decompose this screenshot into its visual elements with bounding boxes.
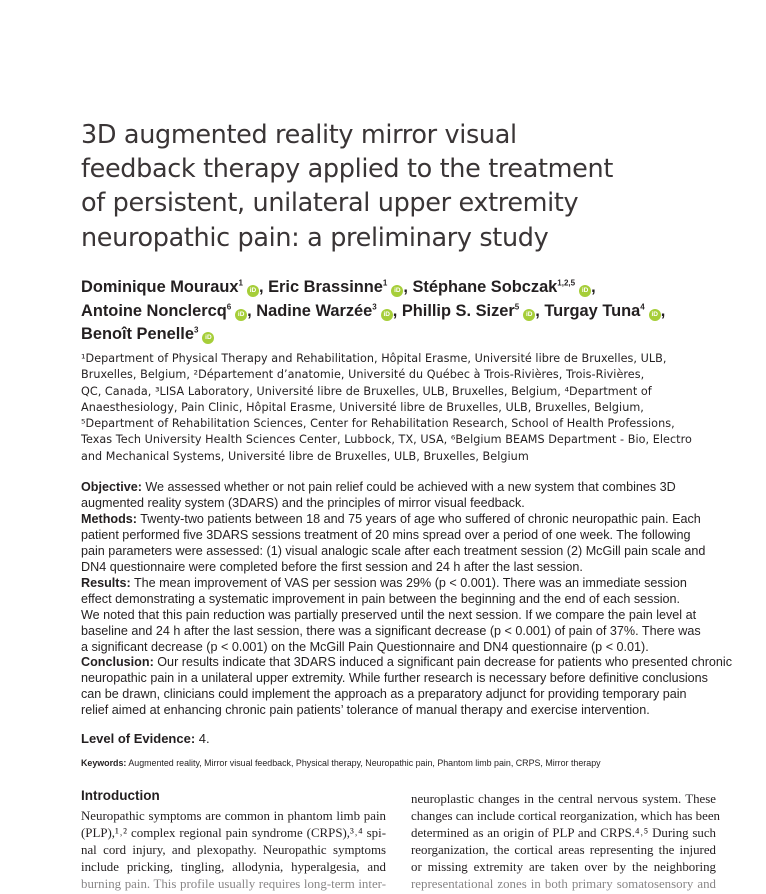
abstract-line: patient performed five 3DARS sessions treatment of 20 mins spread over a period of one week. The following [81,527,691,542]
body-line: determined as an origin of PLP and CRPS.⁴˒⁵ During such [411,826,716,841]
intro-left-column [81,808,386,893]
author[interactable]: Dominique Mouraux$^1$iD [81,278,259,296]
affiliation-line: ⁵Department of Rehabilitation Sciences, Center for Rehabilitation Research, School of Health Professions, [81,417,675,431]
author[interactable]: Antoine Nonclercq$^6$iD [81,302,247,320]
level-of-evidence [81,731,210,746]
article-title [81,118,701,255]
affiliation-line: Anaesthesiology, Pain Clinic, Hôpital Erasme, Université libre de Bruxelles, ULB, Bruxelles, Belgium, [81,400,644,414]
body-line: reorganization, the cortical areas representing the injured [411,843,716,858]
author-line: Dominique Mouraux$^1$iD , Eric Brassinne$^1$iD , Stéphane Sobczak$^{1,2,5}$iD , [81,278,596,296]
abstract-line: relief aimed at enhancing chronic pain patients’ tolerance of manual therapy and exercise intervention. [81,703,650,718]
methods-label: Methods: [81,511,137,526]
affiliation-line: and Mechanical Systems, Université libre de Bruxelles, ULB, Bruxelles, Belgium [81,449,529,463]
abstract-line: a significant decrease (p < 0.001) on the McGill Pain Questionnaire and DN4 questionnaire (p < 0.01). [81,639,649,654]
title-line: 3D augmented reality mirror visual [81,120,517,150]
author[interactable]: Nadine Warzée$^3$iD [256,302,392,320]
affiliation-line: Texas Tech University Health Sciences Center, Lubbock, TX, USA, ⁶Belgium BEAMS Department - Bio, Electro [81,433,692,447]
body-line: (PLP),¹˒² complex regional pain syndrome (CRPS),³˒⁴ spi- [81,826,386,841]
author[interactable]: Turgay Tuna$^4$iD [544,302,660,320]
title-line: neuropathic pain: a preliminary study [81,222,549,253]
body-line: nal cord injury, and plexopathy. Neuropathic symptoms [81,843,386,858]
affiliation-line: Bruxelles, Belgium, ²Département d’anatomie, Université du Québec à Trois-Rivières, Trois-Rivières, [81,368,645,382]
title-line: feedback therapy applied to the treatment [81,154,613,185]
author-line [81,323,721,347]
affiliation-line: QC, Canada, ³LISA Laboratory, Université libre de Bruxelles, ULB, Bruxelles, Belgium, ⁴Department of [81,384,652,398]
conclusion-label: Conclusion: [81,655,154,670]
title-line: of persistent, unilateral upper extremity [81,188,579,219]
author[interactable]: Eric Brassinne$^1$iD [268,278,403,296]
author[interactable]: Phillip S. Sizer$^5$iD [402,302,535,320]
orcid-icon[interactable]: iD [649,309,661,321]
author-line: Antoine Nonclercq$^6$iD , Nadine Warzée$^3$iD , Phillip S. Sizer$^5$iD , Turgay Tuna$^4$iD , [81,301,666,320]
abstract-line: can be drawn, clinicians could implement the approach as a preparatory adjunct for providing temporary pain [81,687,687,702]
section-heading: Introduction [81,788,160,803]
keywords [81,758,601,768]
body-line: burning pain. This profile usually requires long-term inter- [81,877,386,892]
body-line: or missing extremity are taken over by the neighboring [411,860,716,875]
level-of-evidence-label: Level of Evidence: [81,731,196,746]
level-of-evidence-value: 4. [195,731,210,746]
body-line: include pricking, tingling, allodynia, hyperalgesia, and [81,860,386,875]
abstract-line: baseline and 24 h after the last session, there was a significant decrease (p < 0.001) of pain of 37%. There was [81,623,701,638]
body-line: representational zones in both primary somatosensory and [411,877,716,892]
abstract-line: effect demonstrating a systematic improvement in pain between the beginning and the end of each session. [81,591,681,606]
abstract-line: pain parameters were assessed: (1) visual analogic scale after each treatment session (2) McGill pain scale and [81,543,706,558]
orcid-icon[interactable]: iD [523,309,535,321]
abstract-line: neuropathic pain in a unilateral upper extremity. While further research is necessary before definitive conclusions [81,671,708,686]
abstract-line: We noted that this pain reduction was partially preserved until the next session. If we compare the pain level at [81,607,697,622]
orcid-icon[interactable]: iD [235,309,247,321]
author[interactable]: Stéphane Sobczak$^{1,2,5}$iD [412,278,591,296]
abstract [81,480,733,719]
orcid-icon[interactable]: iD [381,309,393,321]
intro-right-column [411,791,721,894]
keywords-value: Augmented reality, Mirror visual feedback, Physical therapy, Neuropathic pain, Phantom limb pain, CRPS, Mirror therapy [126,758,601,768]
keywords-label: Keywords: [81,758,127,768]
orcid-icon[interactable]: iD [579,285,591,297]
abstract-line: Methods: Twenty-two patients between 18 and 75 years of age who suffered of chronic neuropathic pain. Each [81,511,701,526]
affiliation-line: ¹Department of Physical Therapy and Rehabilitation, Hôpital Erasme, Université libre de Bruxelles, ULB, [81,352,667,365]
body-line: Neuropathic symptoms are common in phantom limb pain [81,809,386,823]
orcid-icon[interactable]: iD [247,285,259,297]
abstract-line: Conclusion: Our results indicate that 3DARS induced a significant pain decrease for patients who presented chronic [81,655,733,670]
body-line: changes can include cortical reorganization, which has been [411,809,721,824]
body-line: neuroplastic changes in the central nervous system. These [411,792,716,806]
abstract-line: Results: The mean improvement of VAS per session was 29% (p < 0.001). There was an immediate session [81,575,687,590]
orcid-icon[interactable]: iD [202,332,214,344]
objective-label: Objective: [81,480,142,494]
author[interactable]: Benoît Penelle$^3$iD [81,325,214,343]
results-label: Results: [81,575,131,590]
abstract-line: DN4 questionnaire were completed before the first session and 24 h after the last session. [81,559,583,574]
affiliations [81,351,711,465]
abstract-line: Objective: We assessed whether or not pain relief could be achieved with a new system that combines 3D [81,480,676,494]
orcid-icon[interactable]: iD [391,285,403,297]
abstract-line: augmented reality system (3DARS) and the principles of mirror visual feedback. [81,495,525,510]
author-list [81,276,721,347]
